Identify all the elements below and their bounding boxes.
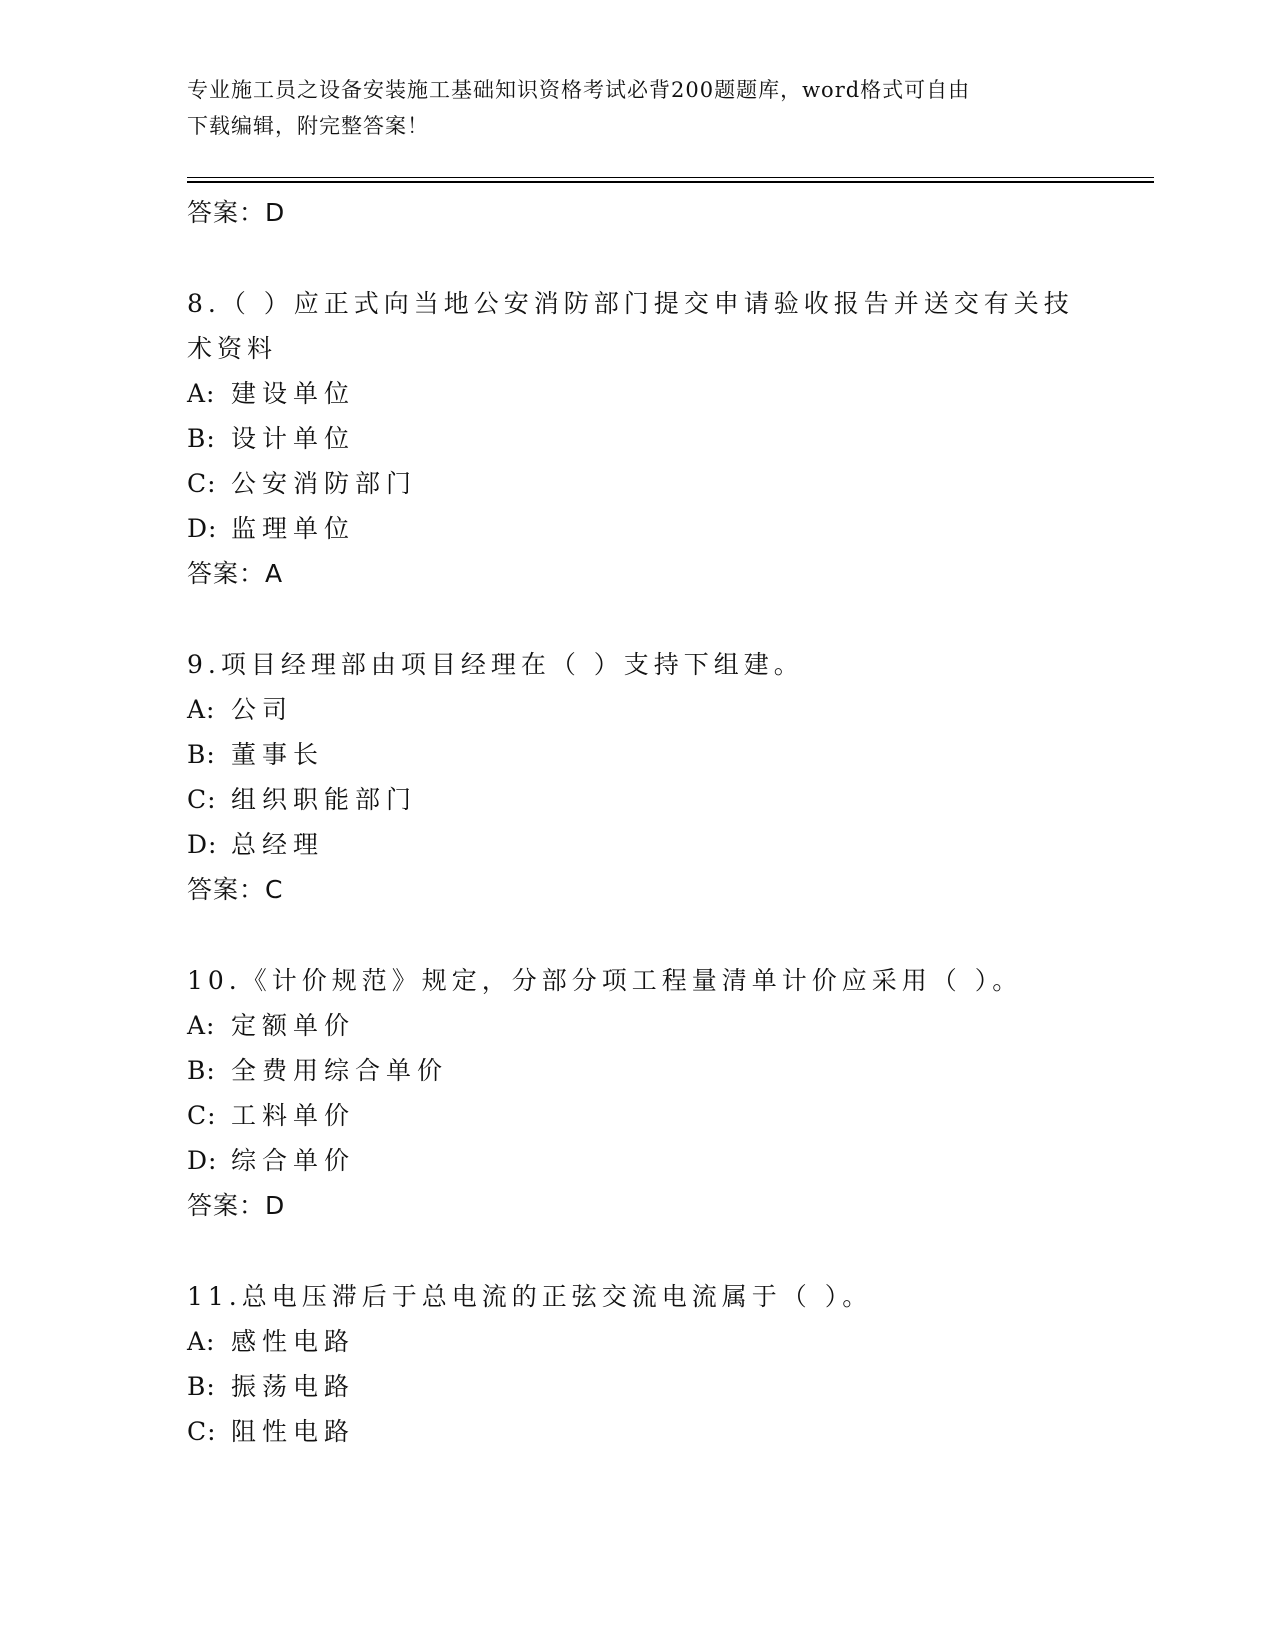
document-header: [187, 72, 1067, 144]
option-row: [187, 416, 1087, 461]
option-text: 综合单价: [231, 1146, 356, 1175]
option-letter: C:: [187, 1101, 217, 1130]
option-letter: C:: [187, 785, 217, 814]
option-text: 监理单位: [231, 514, 356, 543]
question-block: [187, 281, 1087, 596]
option-text: 定额单价: [231, 1011, 356, 1040]
answer-line: 答案：A: [187, 559, 284, 588]
option-row: [187, 1048, 1087, 1093]
option-text: 建设单位: [231, 379, 356, 408]
option-letter: C:: [187, 1417, 217, 1446]
option-row: [187, 1003, 1087, 1048]
option-text: 振荡电路: [231, 1372, 356, 1401]
option-text: 董事长: [231, 740, 325, 769]
spacer: [187, 1228, 1087, 1274]
option-letter: B:: [187, 1056, 216, 1085]
question-list: [187, 190, 1087, 1454]
option-text: 工料单价: [231, 1101, 356, 1130]
answer-line: 答案：D: [187, 1191, 286, 1220]
option-letter: D:: [187, 830, 218, 859]
option-text: 公司: [231, 695, 294, 724]
option-row: [187, 687, 1087, 732]
option-text: 总经理: [231, 830, 325, 859]
header-divider-thick: [187, 181, 1154, 183]
answer-line: 答案：C: [187, 875, 284, 904]
option-letter: A:: [187, 695, 216, 724]
question-block: [187, 1274, 1087, 1454]
option-row: [187, 777, 1087, 822]
question-stem: 11.总电压滞后于总电流的正弦交流电流属于（ ）。: [187, 1282, 873, 1311]
option-text: 公安消防部门: [231, 469, 418, 498]
option-letter: D:: [187, 1146, 218, 1175]
option-letter: A:: [187, 379, 216, 408]
option-text: 感性电路: [231, 1327, 356, 1356]
option-row: [187, 1409, 1087, 1454]
option-letter: B:: [187, 424, 216, 453]
option-row: [187, 1319, 1087, 1364]
option-letter: B:: [187, 1372, 216, 1401]
option-row: [187, 822, 1087, 867]
spacer: [187, 596, 1087, 642]
option-letter: D:: [187, 514, 218, 543]
question-block: [187, 958, 1087, 1228]
option-letter: A:: [187, 1327, 216, 1356]
spacer: [187, 235, 1087, 281]
question-block: [187, 642, 1087, 912]
option-letter: B:: [187, 740, 216, 769]
option-row: [187, 371, 1087, 416]
option-text: 组织职能部门: [231, 785, 418, 814]
header-line-2: 下载编辑，附完整答案！: [187, 114, 429, 138]
option-text: 阻性电路: [231, 1417, 356, 1446]
option-row: [187, 1093, 1087, 1138]
option-row: [187, 506, 1087, 551]
question-stem: 8.（ ）应正式向当地公安消防部门提交申请验收报告并送交有关技术资料: [187, 289, 1074, 363]
option-text: 设计单位: [231, 424, 356, 453]
option-letter: A:: [187, 1011, 216, 1040]
option-row: [187, 461, 1087, 506]
question-stem: 9.项目经理部由项目经理在（ ）支持下组建。: [187, 650, 804, 679]
previous-answer: 答案：D: [187, 198, 286, 227]
header-line-1: 专业施工员之设备安装施工基础知识资格考试必背200题题库，word格式可自由: [187, 78, 971, 102]
spacer: [187, 912, 1087, 958]
option-row: [187, 1364, 1087, 1409]
option-row: [187, 1138, 1087, 1183]
option-letter: C:: [187, 469, 217, 498]
header-divider-thin: [187, 177, 1154, 178]
option-text: 全费用综合单价: [231, 1056, 449, 1085]
option-row: [187, 732, 1087, 777]
question-stem: 10.《计价规范》规定，分部分项工程量清单计价应采用（ ）。: [187, 966, 1023, 995]
